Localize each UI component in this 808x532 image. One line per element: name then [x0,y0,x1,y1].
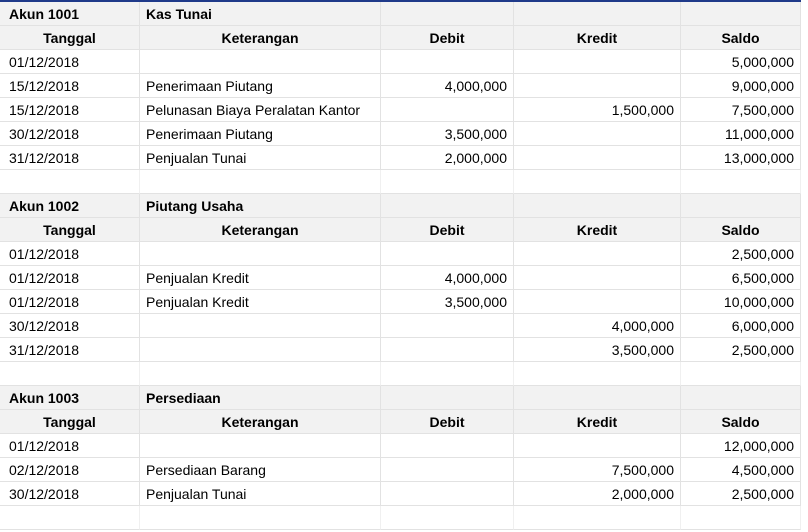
blank-row [0,170,801,194]
empty-cell[interactable] [514,2,681,26]
balance-cell[interactable]: 6,000,000 [681,314,801,338]
debit-cell[interactable] [381,458,514,482]
date-cell[interactable]: 01/12/2018 [0,266,140,290]
empty-cell[interactable] [140,170,381,194]
column-header-row [0,410,801,434]
table-row [0,314,801,338]
column-header-balance[interactable]: Saldo [681,218,801,242]
date-cell[interactable]: 01/12/2018 [0,242,140,266]
credit-cell[interactable]: 3,500,000 [514,338,681,362]
column-header-credit[interactable]: Kredit [514,410,681,434]
empty-cell[interactable] [381,194,514,218]
table-row [0,98,801,122]
account-header-row [0,386,801,410]
column-header-row [0,218,801,242]
empty-cell[interactable] [514,386,681,410]
credit-cell[interactable]: 1,500,000 [514,98,681,122]
account-header-row [0,194,801,218]
balance-cell[interactable]: 11,000,000 [681,122,801,146]
table-row [0,458,801,482]
debit-cell[interactable]: 2,000,000 [381,146,514,170]
description-cell[interactable]: Penjualan Kredit [140,266,381,290]
column-header-balance[interactable]: Saldo [681,410,801,434]
debit-cell[interactable] [381,314,514,338]
column-header-date[interactable]: Tanggal [0,410,140,434]
description-cell[interactable]: Penjualan Kredit [140,290,381,314]
column-header-date[interactable]: Tanggal [0,218,140,242]
balance-cell[interactable]: 2,500,000 [681,338,801,362]
balance-cell[interactable]: 9,000,000 [681,74,801,98]
empty-cell[interactable] [681,194,801,218]
description-cell[interactable]: Penerimaan Piutang [140,74,381,98]
credit-cell[interactable] [514,50,681,74]
column-header-debit[interactable]: Debit [381,410,514,434]
empty-cell[interactable] [0,506,140,530]
table-row [0,74,801,98]
column-header-debit[interactable]: Debit [381,26,514,50]
empty-cell[interactable] [0,362,140,386]
empty-cell[interactable] [681,2,801,26]
debit-cell[interactable]: 4,000,000 [381,266,514,290]
date-cell[interactable]: 15/12/2018 [0,74,140,98]
credit-cell[interactable] [514,434,681,458]
debit-cell[interactable] [381,50,514,74]
debit-cell[interactable] [381,98,514,122]
balance-cell[interactable]: 7,500,000 [681,98,801,122]
table-row [0,290,801,314]
debit-cell[interactable] [381,434,514,458]
credit-cell[interactable] [514,146,681,170]
description-cell[interactable] [140,50,381,74]
description-cell[interactable]: Penjualan Tunai [140,482,381,506]
description-cell[interactable]: Pelunasan Biaya Peralatan Kantor [140,98,381,122]
balance-cell[interactable]: 2,500,000 [681,482,801,506]
table-row [0,482,801,506]
blank-row [0,506,801,530]
debit-cell[interactable] [381,338,514,362]
account-name[interactable]: Persediaan [140,386,381,410]
empty-cell[interactable] [381,386,514,410]
table-row [0,122,801,146]
empty-cell[interactable] [514,194,681,218]
date-cell[interactable]: 01/12/2018 [0,434,140,458]
date-cell[interactable]: 15/12/2018 [0,98,140,122]
account-code[interactable]: Akun 1001 [0,2,140,26]
blank-row [0,362,801,386]
date-cell[interactable]: 02/12/2018 [0,458,140,482]
column-header-row [0,26,801,50]
account-name[interactable]: Kas Tunai [140,2,381,26]
date-cell[interactable]: 01/12/2018 [0,50,140,74]
date-cell[interactable]: 31/12/2018 [0,146,140,170]
empty-cell[interactable] [514,170,681,194]
balance-cell[interactable]: 4,500,000 [681,458,801,482]
account-code[interactable]: Akun 1003 [0,386,140,410]
date-cell[interactable]: 30/12/2018 [0,482,140,506]
empty-cell[interactable] [140,362,381,386]
date-cell[interactable]: 30/12/2018 [0,122,140,146]
credit-cell[interactable] [514,74,681,98]
empty-cell[interactable] [681,386,801,410]
balance-cell[interactable]: 12,000,000 [681,434,801,458]
column-header-description[interactable]: Keterangan [140,218,381,242]
column-header-debit[interactable]: Debit [381,218,514,242]
empty-cell[interactable] [140,506,381,530]
description-cell[interactable] [140,338,381,362]
empty-cell[interactable] [381,362,514,386]
balance-cell[interactable]: 10,000,000 [681,290,801,314]
balance-cell[interactable]: 6,500,000 [681,266,801,290]
credit-cell[interactable] [514,242,681,266]
empty-cell[interactable] [381,2,514,26]
credit-cell[interactable] [514,122,681,146]
table-row [0,266,801,290]
date-cell[interactable]: 30/12/2018 [0,314,140,338]
ledger-sheet [0,2,801,530]
date-cell[interactable]: 01/12/2018 [0,290,140,314]
empty-cell[interactable] [381,170,514,194]
credit-cell[interactable] [514,290,681,314]
account-code[interactable]: Akun 1002 [0,194,140,218]
description-cell[interactable] [140,434,381,458]
balance-cell[interactable]: 13,000,000 [681,146,801,170]
credit-cell[interactable] [514,266,681,290]
empty-cell[interactable] [681,170,801,194]
table-row [0,338,801,362]
credit-cell[interactable]: 2,000,000 [514,482,681,506]
column-header-credit[interactable]: Kredit [514,218,681,242]
debit-cell[interactable] [381,242,514,266]
date-cell[interactable]: 31/12/2018 [0,338,140,362]
debit-cell[interactable]: 3,500,000 [381,290,514,314]
table-row [0,50,801,74]
table-row [0,434,801,458]
debit-cell[interactable]: 4,000,000 [381,74,514,98]
empty-cell[interactable] [514,362,681,386]
empty-cell[interactable] [681,362,801,386]
table-row [0,242,801,266]
description-cell[interactable]: Penjualan Tunai [140,146,381,170]
description-cell[interactable] [140,242,381,266]
description-cell[interactable]: Penerimaan Piutang [140,122,381,146]
column-header-credit[interactable]: Kredit [514,26,681,50]
debit-cell[interactable]: 3,500,000 [381,122,514,146]
debit-cell[interactable] [381,482,514,506]
empty-cell[interactable] [514,506,681,530]
empty-cell[interactable] [0,170,140,194]
table-row [0,146,801,170]
description-cell[interactable] [140,314,381,338]
column-header-description[interactable]: Keterangan [140,410,381,434]
credit-cell[interactable]: 7,500,000 [514,458,681,482]
column-header-balance[interactable]: Saldo [681,26,801,50]
empty-cell[interactable] [681,506,801,530]
balance-cell[interactable]: 5,000,000 [681,50,801,74]
column-header-description[interactable]: Keterangan [140,26,381,50]
account-header-row [0,2,801,26]
empty-cell[interactable] [381,506,514,530]
balance-cell[interactable]: 2,500,000 [681,242,801,266]
account-name[interactable]: Piutang Usaha [140,194,381,218]
column-header-date[interactable]: Tanggal [0,26,140,50]
credit-cell[interactable]: 4,000,000 [514,314,681,338]
description-cell[interactable]: Persediaan Barang [140,458,381,482]
